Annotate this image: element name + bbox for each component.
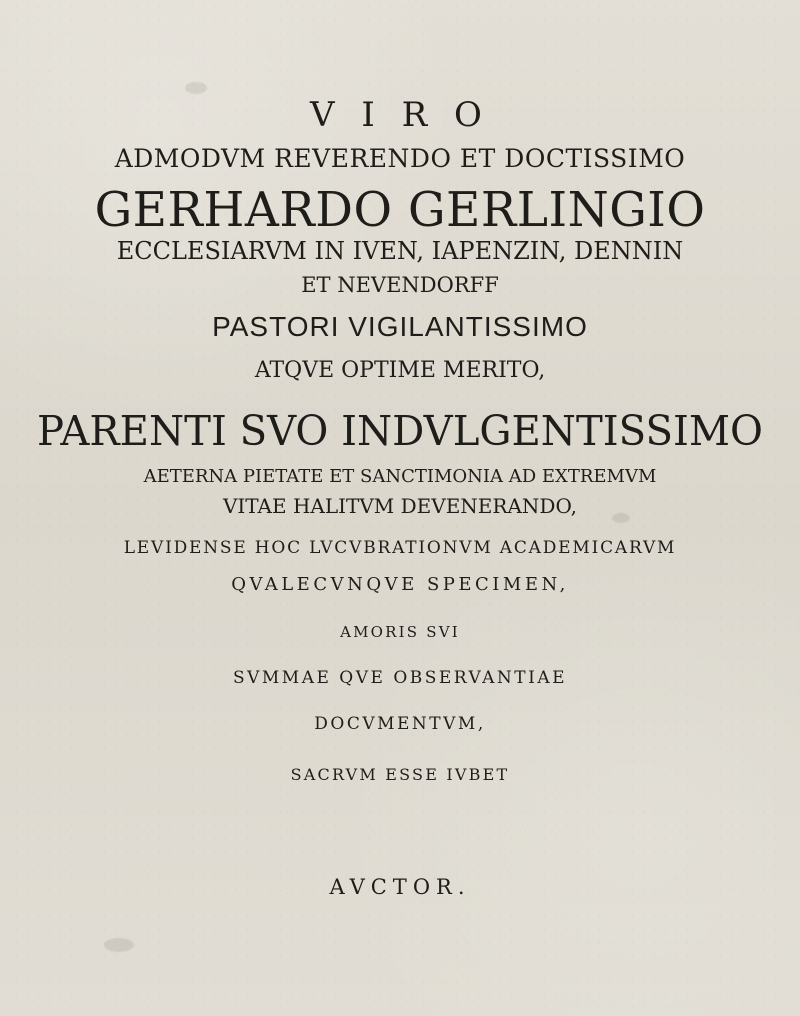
dedication-line: ECCLESIARVM IN IVEN, IAPENZIN, DENNIN [116, 237, 684, 265]
dedication-title: V I R O [310, 95, 490, 135]
dedication-line: ET NEVENDORFF [301, 273, 499, 297]
paper-blot [185, 82, 207, 94]
dedication-line: VITAE HALITVM DEVENERANDO, [222, 494, 578, 518]
dedication-line: AETERNA PIETATE ET SANCTIMONIA AD EXTREMVM [143, 466, 657, 487]
dedication-line: SVMMAE QVE OBSERVANTIAE [232, 668, 568, 688]
dedication-line: DOCVMENTVM, [314, 714, 486, 734]
dedication-line: LEVIDENSE HOC LVCVBRATIONVM ACADEMICARVM [123, 538, 677, 558]
dedication-name: GERHARDO GERLINGIO [94, 182, 706, 238]
dedication-line: SACRVM ESSE IVBET [290, 765, 510, 784]
dedication-line: ATQVE OPTIME MERITO, [254, 358, 546, 383]
dedication-line: ADMODVM REVERENDO ET DOCTISSIMO [114, 144, 686, 173]
dedication-line: PASTORI VIGILANTISSIMO [212, 311, 588, 342]
dedication-line: PARENTI SVO INDVLGENTISSIMO [37, 407, 763, 455]
author-signature: AVCTOR. [329, 875, 471, 899]
dedication-line: AMORIS SVI [340, 623, 460, 641]
paper-blot [104, 938, 134, 952]
dedication-line: QVALECVNQVE SPECIMEN, [231, 574, 569, 595]
